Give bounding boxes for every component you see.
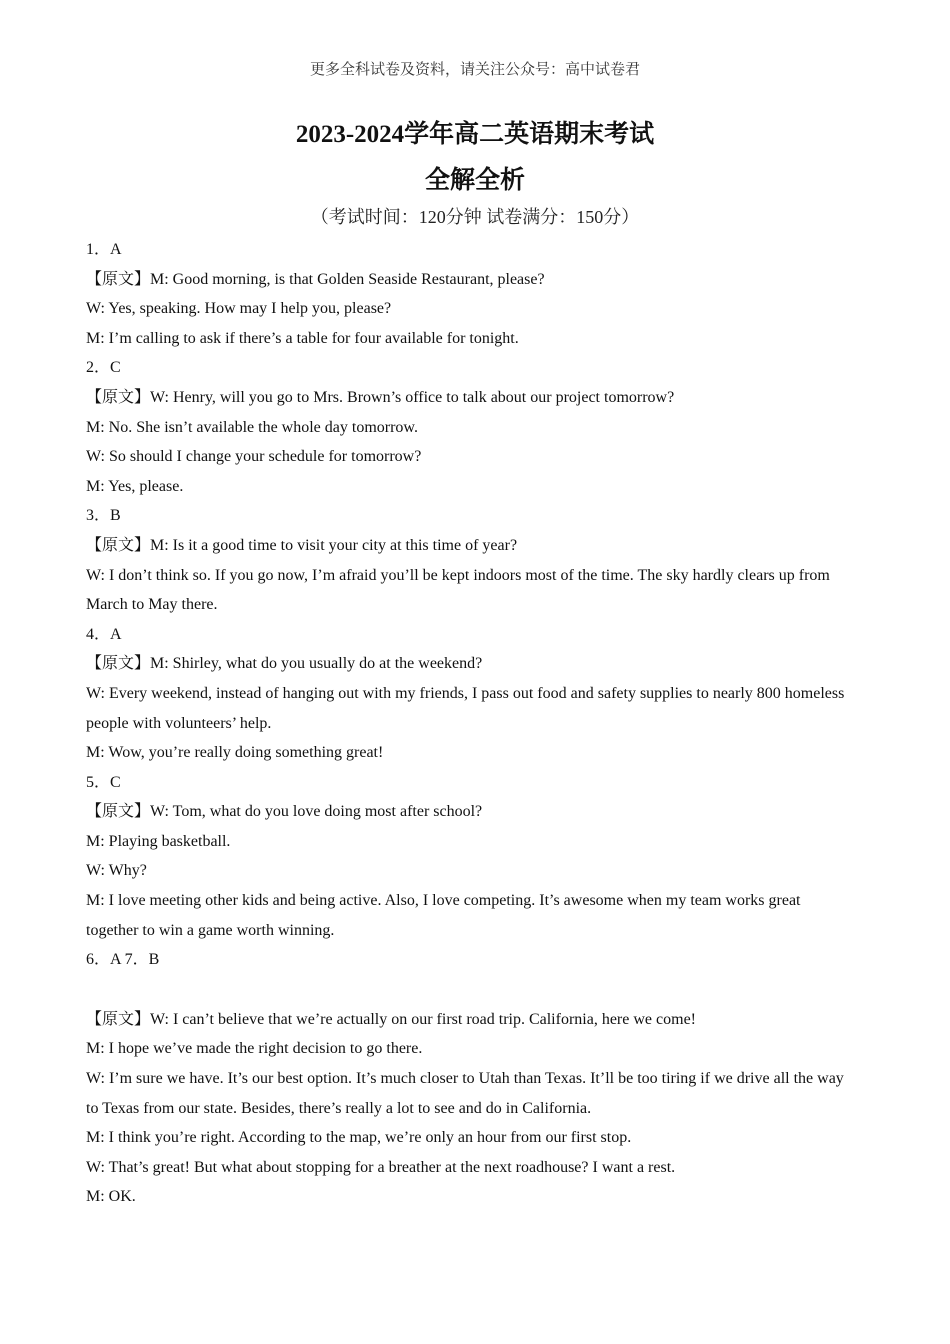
transcript-line: M: I love meeting other kids and being active. Also, I love competing. It’s awesome when my team works great together to win a game worth winning. (86, 892, 801, 939)
answer-content (86, 235, 856, 1212)
answer-key: 3．B (86, 507, 121, 525)
page-title: 2023-2024学年高二英语期末考试 (295, 121, 655, 148)
answer-key: 1．A (86, 241, 122, 258)
transcript-line: M: I’m calling to ask if there’s a table for four available for tonight. (86, 329, 519, 347)
transcript-line: W: So should I change your schedule for tomorrow? (86, 448, 422, 466)
answer-key: 6．A 7．B (86, 951, 160, 969)
exam-info: （考试时间：120分钟 试卷满分：150分） (310, 207, 640, 227)
transcript-line: W: I don’t think so. If you go now, I’m afraid you’ll be kept indoors most of the time. The sky hardly clears up from March to May there. (86, 566, 830, 614)
transcript-line: M: No. She isn’t available the whole day tomorrow. (86, 418, 418, 436)
transcript-line: W: Why? (86, 862, 147, 880)
transcript-line: 【原文】M: Good morning, is that Golden Seaside Restaurant, please? (86, 270, 545, 288)
transcript-line: M: I hope we’ve made the right decision to go there. (86, 1040, 423, 1058)
transcript-line: M: Yes, please. (86, 477, 184, 495)
transcript-line: 【原文】W: I can’t believe that we’re actually on our first road trip. California, here we come! (86, 1010, 696, 1028)
transcript-line: 【原文】M: Is it a good time to visit your city at this time of year? (86, 536, 518, 554)
transcript-line: W: Yes, speaking. How may I help you, please? (86, 300, 392, 318)
header-note: 更多全科试卷及资料，请关注公众号：高中试卷君 (309, 62, 640, 78)
answer-key: 2．C (86, 359, 121, 377)
answer-key: 5．C (86, 773, 121, 791)
transcript-line: M: Playing basketball. (86, 832, 231, 850)
transcript-line: 【原文】W: Henry, will you go to Mrs. Brown’s office to talk about our project tomorrow? (86, 388, 675, 406)
answer-key: 4．A (86, 625, 122, 643)
transcript-line: M: OK. (86, 1188, 136, 1206)
transcript-line: W: Every weekend, instead of hanging out with my friends, I pass out food and safety supplies to nearly 800 homeless people with volunteers’ help. (86, 684, 845, 732)
transcript-line: W: That’s great! But what about stopping for a breather at the next roadhouse? I want a rest. (86, 1158, 676, 1176)
transcript-line: 【原文】M: Shirley, what do you usually do at the weekend? (86, 655, 483, 673)
transcript-line: M: I think you’re right. According to the map, we’re only an hour from our first stop. (86, 1129, 632, 1147)
transcript-line: 【原文】W: Tom, what do you love doing most after school? (86, 803, 483, 821)
transcript-line: M: Wow, you’re really doing something great! (86, 744, 384, 762)
transcript-line: W: I’m sure we have. It’s our best option. It’s much closer to Utah than Texas. It’ll be too tiring if we drive all the way to Texas from our state. Besides, there’s really a lot to see and do in California. (86, 1070, 844, 1117)
blank-line (86, 975, 856, 1005)
page-subtitle: 全解全析 (424, 167, 525, 194)
